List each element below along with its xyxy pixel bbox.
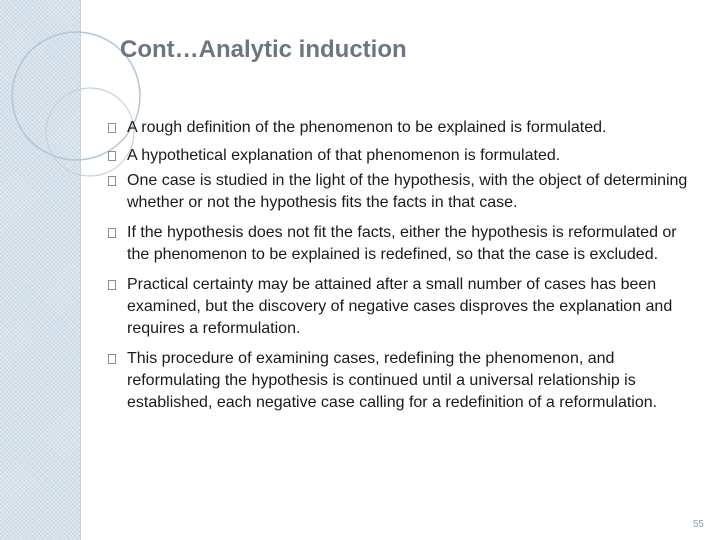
bullet-item — [108, 117, 688, 139]
bullet-item — [108, 274, 688, 340]
box-glyph-icon — [108, 280, 116, 290]
box-glyph-icon — [108, 151, 116, 161]
bullet-text: A hypothetical explanation of that phenomenon is formulated. — [127, 147, 561, 164]
bullet-text: One case is studied in the light of the hypothesis, with the object of determining whether or not the hypothesis fits the facts in that case. — [127, 172, 688, 211]
bullet-text: Practical certainty may be attained after a small number of cases has been examined, but the discovery of negative cases disproves the explanation and requires a reformulation. — [127, 276, 673, 337]
box-glyph-icon — [108, 354, 116, 364]
box-glyph-icon — [108, 176, 116, 186]
bullet-text: If the hypothesis does not fit the facts, either the hypothesis is reformulated or the phenomenon to be explained is redefined, so that the case is excluded. — [127, 224, 677, 263]
bullet-text: This procedure of examining cases, redefining the phenomenon, and reformulating the hypothesis is continued until a universal relationship is established, each negative case calling for a redefinition of a reformulation. — [127, 350, 658, 411]
slide-title: Cont…Analytic induction — [120, 36, 407, 63]
box-glyph-icon — [108, 123, 116, 133]
bullet-item — [108, 170, 688, 214]
bullet-item — [108, 348, 688, 414]
bullet-list — [108, 117, 688, 414]
bullet-item — [108, 222, 688, 266]
bullet-text: A rough definition of the phenomenon to be explained is formulated. — [127, 119, 607, 136]
page-number: 55 — [692, 519, 704, 530]
bullet-item — [108, 145, 688, 167]
box-glyph-icon — [108, 228, 116, 238]
